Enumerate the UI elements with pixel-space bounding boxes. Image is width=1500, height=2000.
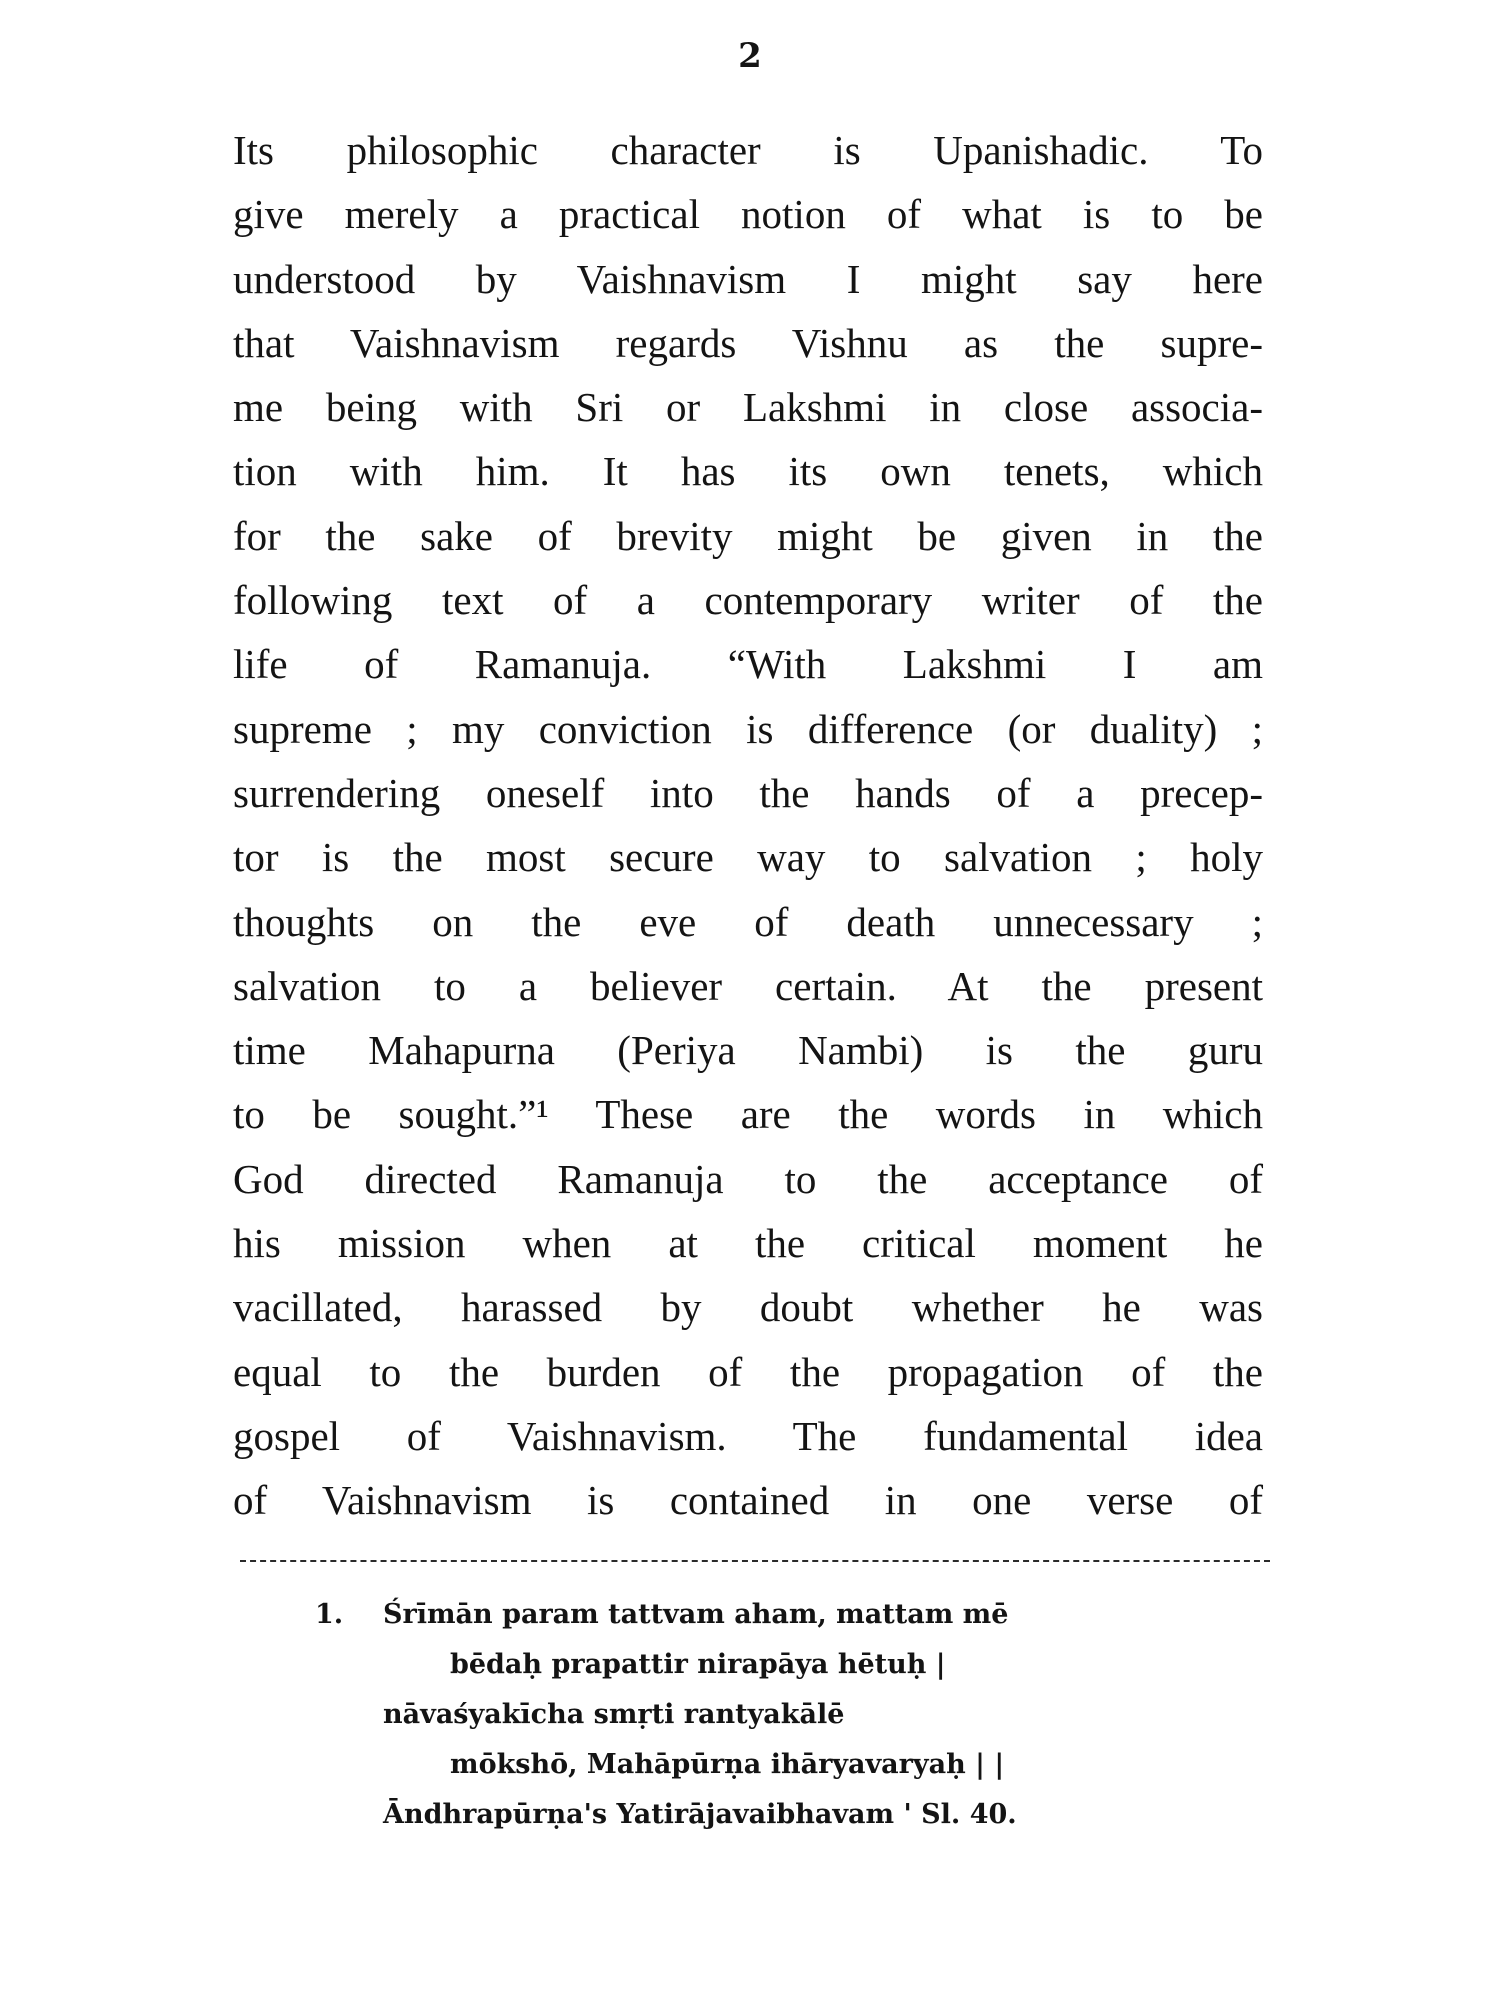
body-line: life of Ramanuja. “With Lakshmi I am <box>233 641 1263 688</box>
footnote-text: Śrīmān param tattvam aham, mattam mē <box>383 1599 1009 1630</box>
body-line: equal to the burden of the propagation of the <box>233 1348 1263 1395</box>
page-number: 2 <box>738 36 762 76</box>
footnote <box>315 1590 1215 1840</box>
body-line: me being with Sri or Lakshmi in close associa- <box>233 384 1263 431</box>
body-line: gospel of Vaishnavism. The fundamental idea <box>233 1412 1263 1459</box>
body-line: his mission when at the critical moment he <box>233 1220 1263 1267</box>
body-line: for the sake of brevity might be given in the <box>233 512 1263 559</box>
footnote-line <box>315 1590 1215 1640</box>
body-line: surrendering oneself into the hands of a precep- <box>233 769 1263 816</box>
body-line: God directed Ramanuja to the acceptance of <box>233 1155 1263 1202</box>
body-line: following text of a contemporary writer of the <box>233 577 1263 624</box>
body-line: understood by Vaishnavism I might say here <box>233 255 1263 302</box>
body-line: tor is the most secure way to salvation ; holy <box>233 834 1263 881</box>
footnote-line: nāvaśyakīcha smṛti rantyakālē <box>383 1699 845 1730</box>
body-line: to be sought.”¹ These are the words in which <box>233 1091 1263 1138</box>
footnote-marker: 1. <box>315 1599 344 1630</box>
body-line: give merely a practical notion of what is to be <box>233 191 1263 238</box>
body-text <box>233 118 1263 1533</box>
body-line: time Mahapurna (Periya Nambi) is the guru <box>233 1027 1263 1074</box>
body-line: vacillated, harassed by doubt whether he was <box>233 1284 1263 1331</box>
footnote-divider <box>240 1560 1270 1562</box>
footnote-line: Āndhrapūrṇa's Yatirājavaibhavam ' Sl. 40. <box>383 1799 1017 1830</box>
footnote-line: mōkshō, Mahāpūrṇa ihāryavaryaḥ | | <box>450 1749 1005 1780</box>
body-line: Its philosophic character is Upanishadic. To <box>233 127 1263 173</box>
body-line: supreme ; my conviction is difference (or duality) ; <box>233 705 1263 752</box>
body-line: thoughts on the eve of death unnecessary ; <box>233 898 1263 945</box>
body-line: tion with him. It has its own tenets, which <box>233 448 1263 495</box>
body-line: of Vaishnavism is contained in one verse of <box>233 1477 1263 1524</box>
body-line: salvation to a believer certain. At the present <box>233 962 1263 1009</box>
body-line: that Vaishnavism regards Vishnu as the supre- <box>233 319 1263 366</box>
footnote-line: bēdaḥ prapattir nirapāya hētuḥ | <box>450 1649 946 1680</box>
